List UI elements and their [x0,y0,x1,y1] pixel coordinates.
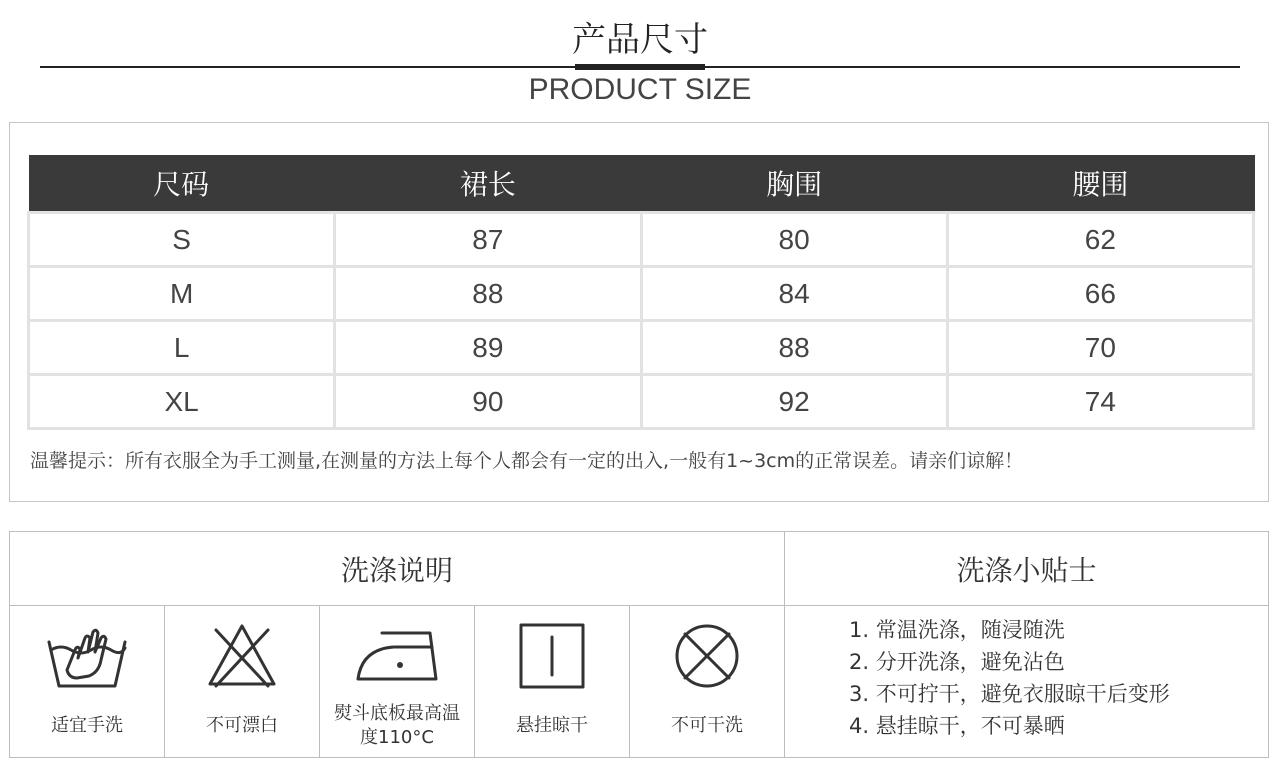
skirt-length-cell: 89 [335,321,641,375]
iron-medium-icon [320,616,474,696]
page-title: 产品尺寸 [572,20,708,60]
waist-cell: 70 [947,321,1253,375]
washing-tips-list [785,606,1268,757]
care-label: 熨斗底板最高温度110°C [334,703,460,748]
no-tumble-dry-icon [630,616,784,696]
table-row [29,375,1254,429]
page-subtitle: PRODUCT SIZE [528,73,752,106]
waist-cell: 74 [947,375,1253,429]
care-item-iron [320,606,475,757]
care-label: 悬挂晾干 [516,715,588,736]
washing-icons-row [10,606,785,757]
washing-section [9,531,1269,758]
care-label: 不可漂白 [206,715,278,736]
page-header [0,0,1280,115]
size-cell: L [29,321,335,375]
list-item: 1. 常温洗涤，随浸随洗 [849,618,1065,642]
size-cell: M [29,267,335,321]
waist-cell: 62 [947,213,1253,267]
bust-cell: 80 [641,213,947,267]
skirt-length-cell: 88 [335,267,641,321]
table-row [29,267,1254,321]
care-label: 适宜手洗 [51,715,123,736]
washing-instructions-title: 洗涤说明 [10,532,785,606]
size-section [9,122,1269,502]
size-table-header-row [29,155,1254,213]
care-label: 不可干洗 [671,715,743,736]
column-header-skirt-length: 裙长 [335,155,641,213]
header-divider-accent [575,64,705,70]
bust-cell: 84 [641,267,947,321]
table-row [29,213,1254,267]
bust-cell: 88 [641,321,947,375]
size-cell: XL [29,375,335,429]
skirt-length-cell: 87 [335,213,641,267]
care-item-hand-wash [10,606,165,757]
bust-cell: 92 [641,375,947,429]
measurement-note: 温馨提示：所有衣服全为手工测量,在测量的方法上每个人都会有一定的出入,一般有1~3cm的正常误差。请亲们谅解！ [30,450,1024,472]
column-header-bust: 胸围 [641,155,947,213]
care-item-line-dry [475,606,630,757]
hand-wash-icon [10,616,164,696]
waist-cell: 66 [947,267,1253,321]
care-item-no-bleach [165,606,320,757]
column-header-size: 尺码 [29,155,335,213]
table-row [29,321,1254,375]
column-header-waist: 腰围 [947,155,1253,213]
size-cell: S [29,213,335,267]
list-item: 3. 不可拧干，避免衣服晾干后变形 [849,682,1170,706]
line-dry-icon [475,616,629,696]
skirt-length-cell: 90 [335,375,641,429]
size-table [27,155,1255,430]
care-item-no-dry-clean [630,606,785,757]
no-bleach-icon [165,616,319,696]
list-item: 4. 悬挂晾干，不可暴晒 [849,714,1065,738]
list-item: 2. 分开洗涤，避免沾色 [849,650,1065,674]
washing-tips-title: 洗涤小贴士 [785,532,1268,606]
